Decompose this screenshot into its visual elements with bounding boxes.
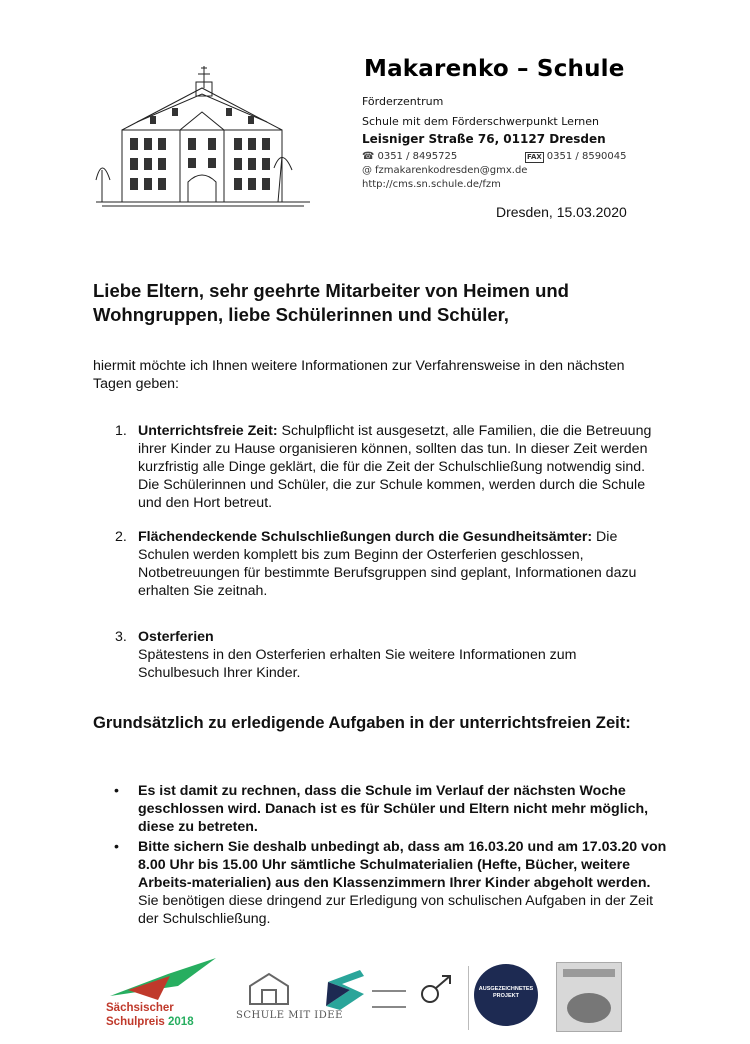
- fax-number: 0351 / 8590045: [546, 151, 627, 162]
- quality-seal-text-lines: [372, 990, 406, 1008]
- letter-date: Dresden, 15.03.2020: [496, 204, 627, 220]
- item-heading: Osterferien: [138, 629, 214, 645]
- school-focus: Schule mit dem Förderschwerpunkt Lernen: [362, 115, 599, 128]
- gender-symbol-icon: [416, 972, 456, 1006]
- divider: [468, 966, 469, 1030]
- school-address: Leisniger Straße 76, 01127 Dresden: [362, 132, 606, 146]
- fax-icon: FAX: [527, 153, 542, 161]
- item-text: Die Schulen werden komplett bis zum Beginn der Osterferien geschlossen, Notbetreuungen für bestimmte Berufsgruppen sind geplant, Informationen dazu erhalten Sie zeitnah.: [138, 529, 637, 599]
- bullet-bold-text: Es ist damit zu rechnen, dass die Schule im Verlauf der nächsten Woche geschlossen wird. Danach ist es für Schüler und Eltern nicht mehr möglich, diese zu betreten.: [138, 783, 649, 835]
- at-icon: @: [362, 165, 372, 176]
- website-link[interactable]: http://cms.sn.schule.de/fzm: [362, 179, 501, 190]
- greeting-line: Liebe Eltern, sehr geehrte Mitarbeiter von Heimen und: [93, 280, 569, 301]
- school-building-illustration: [92, 60, 314, 220]
- schulpreis-logo-text: [106, 1001, 194, 1029]
- book-cover-image: [556, 962, 622, 1032]
- greeting-heading: [93, 279, 653, 327]
- center-label: Förderzentrum: [362, 95, 444, 108]
- school-house-icon: [246, 972, 292, 1006]
- email-address[interactable]: fzmakarenkodresden@gmx.de: [375, 165, 528, 176]
- greeting-line: Wohngruppen, liebe Schülerinnen und Schüler,: [93, 304, 509, 325]
- item-heading: Flächendeckende Schulschließungen durch die Gesundheitsämter:: [138, 529, 593, 545]
- item-heading: Unterrichtsfreie Zeit:: [138, 423, 278, 439]
- phone-line: [362, 151, 457, 162]
- email-line: [362, 165, 527, 176]
- quality-seal-icon: [320, 966, 368, 1012]
- item-text: Schulpflicht ist ausgesetzt, alle Familien, die die Betreuung ihrer Kinder zu Hause organisieren können, sollten das tun. In dieser Zeit werden kurzfristig alle Dinge geklärt, die für die Zeit der Schulschließung notwendig sind. Die Schülerinnen und Schüler, die zur Schule kommen, werden durch die Schule und den Hort betreut.: [138, 423, 652, 511]
- phone-icon: ☎: [362, 151, 375, 162]
- tasks-heading: Grundsätzlich zu erledigende Aufgaben in der unterrichtsfreien Zeit:: [93, 713, 631, 732]
- fax-line: [525, 151, 627, 163]
- item-number: 3.: [115, 629, 127, 645]
- bullet-text: Sie benötigen diese dringend zur Erledigung von schulischen Aufgaben in der Zeit der Schulschließung.: [138, 893, 654, 927]
- badge-line: PROJEKT: [493, 993, 519, 999]
- preis-line: Schulpreis: [106, 1016, 165, 1028]
- badge-text: [474, 986, 538, 1000]
- preis-line: Sächsischer: [106, 1002, 174, 1014]
- schulpreis-logo-icon: [108, 956, 220, 1002]
- school-name: Makarenko – Schule: [364, 56, 625, 82]
- item-text: Spätestens in den Osterferien erhalten Sie weitere Informationen zum Schulbesuch Ihrer Kinder.: [138, 647, 577, 681]
- badge-line: AUSGEZEICHNETES: [478, 986, 534, 992]
- item-number: 2.: [115, 529, 127, 545]
- preis-year: 2018: [168, 1016, 194, 1028]
- bullet-icon: •: [114, 783, 119, 799]
- intro-paragraph: hiermit möchte ich Ihnen weitere Informationen zur Verfahrensweise in den nächsten Tagen geben:: [93, 358, 625, 392]
- schule-mit-idee-label: SCHULE MIT IDEE: [236, 1010, 343, 1021]
- item-number: 1.: [115, 423, 127, 439]
- phone-number: 0351 / 8495725: [377, 151, 458, 162]
- bullet-icon: •: [114, 839, 119, 855]
- award-badge: [474, 964, 538, 1026]
- bullet-bold-text: Bitte sichern Sie deshalb unbedingt ab, dass am 16.03.20 und am 17.03.20 von 8.00 Uhr bis 15.00 Uhr sämtliche Schulmaterialien (Hefte, Bücher, weitere Arbeits-materialien) aus den Klassenzimmern Ihrer Kinder abgeholt werden.: [138, 839, 667, 891]
